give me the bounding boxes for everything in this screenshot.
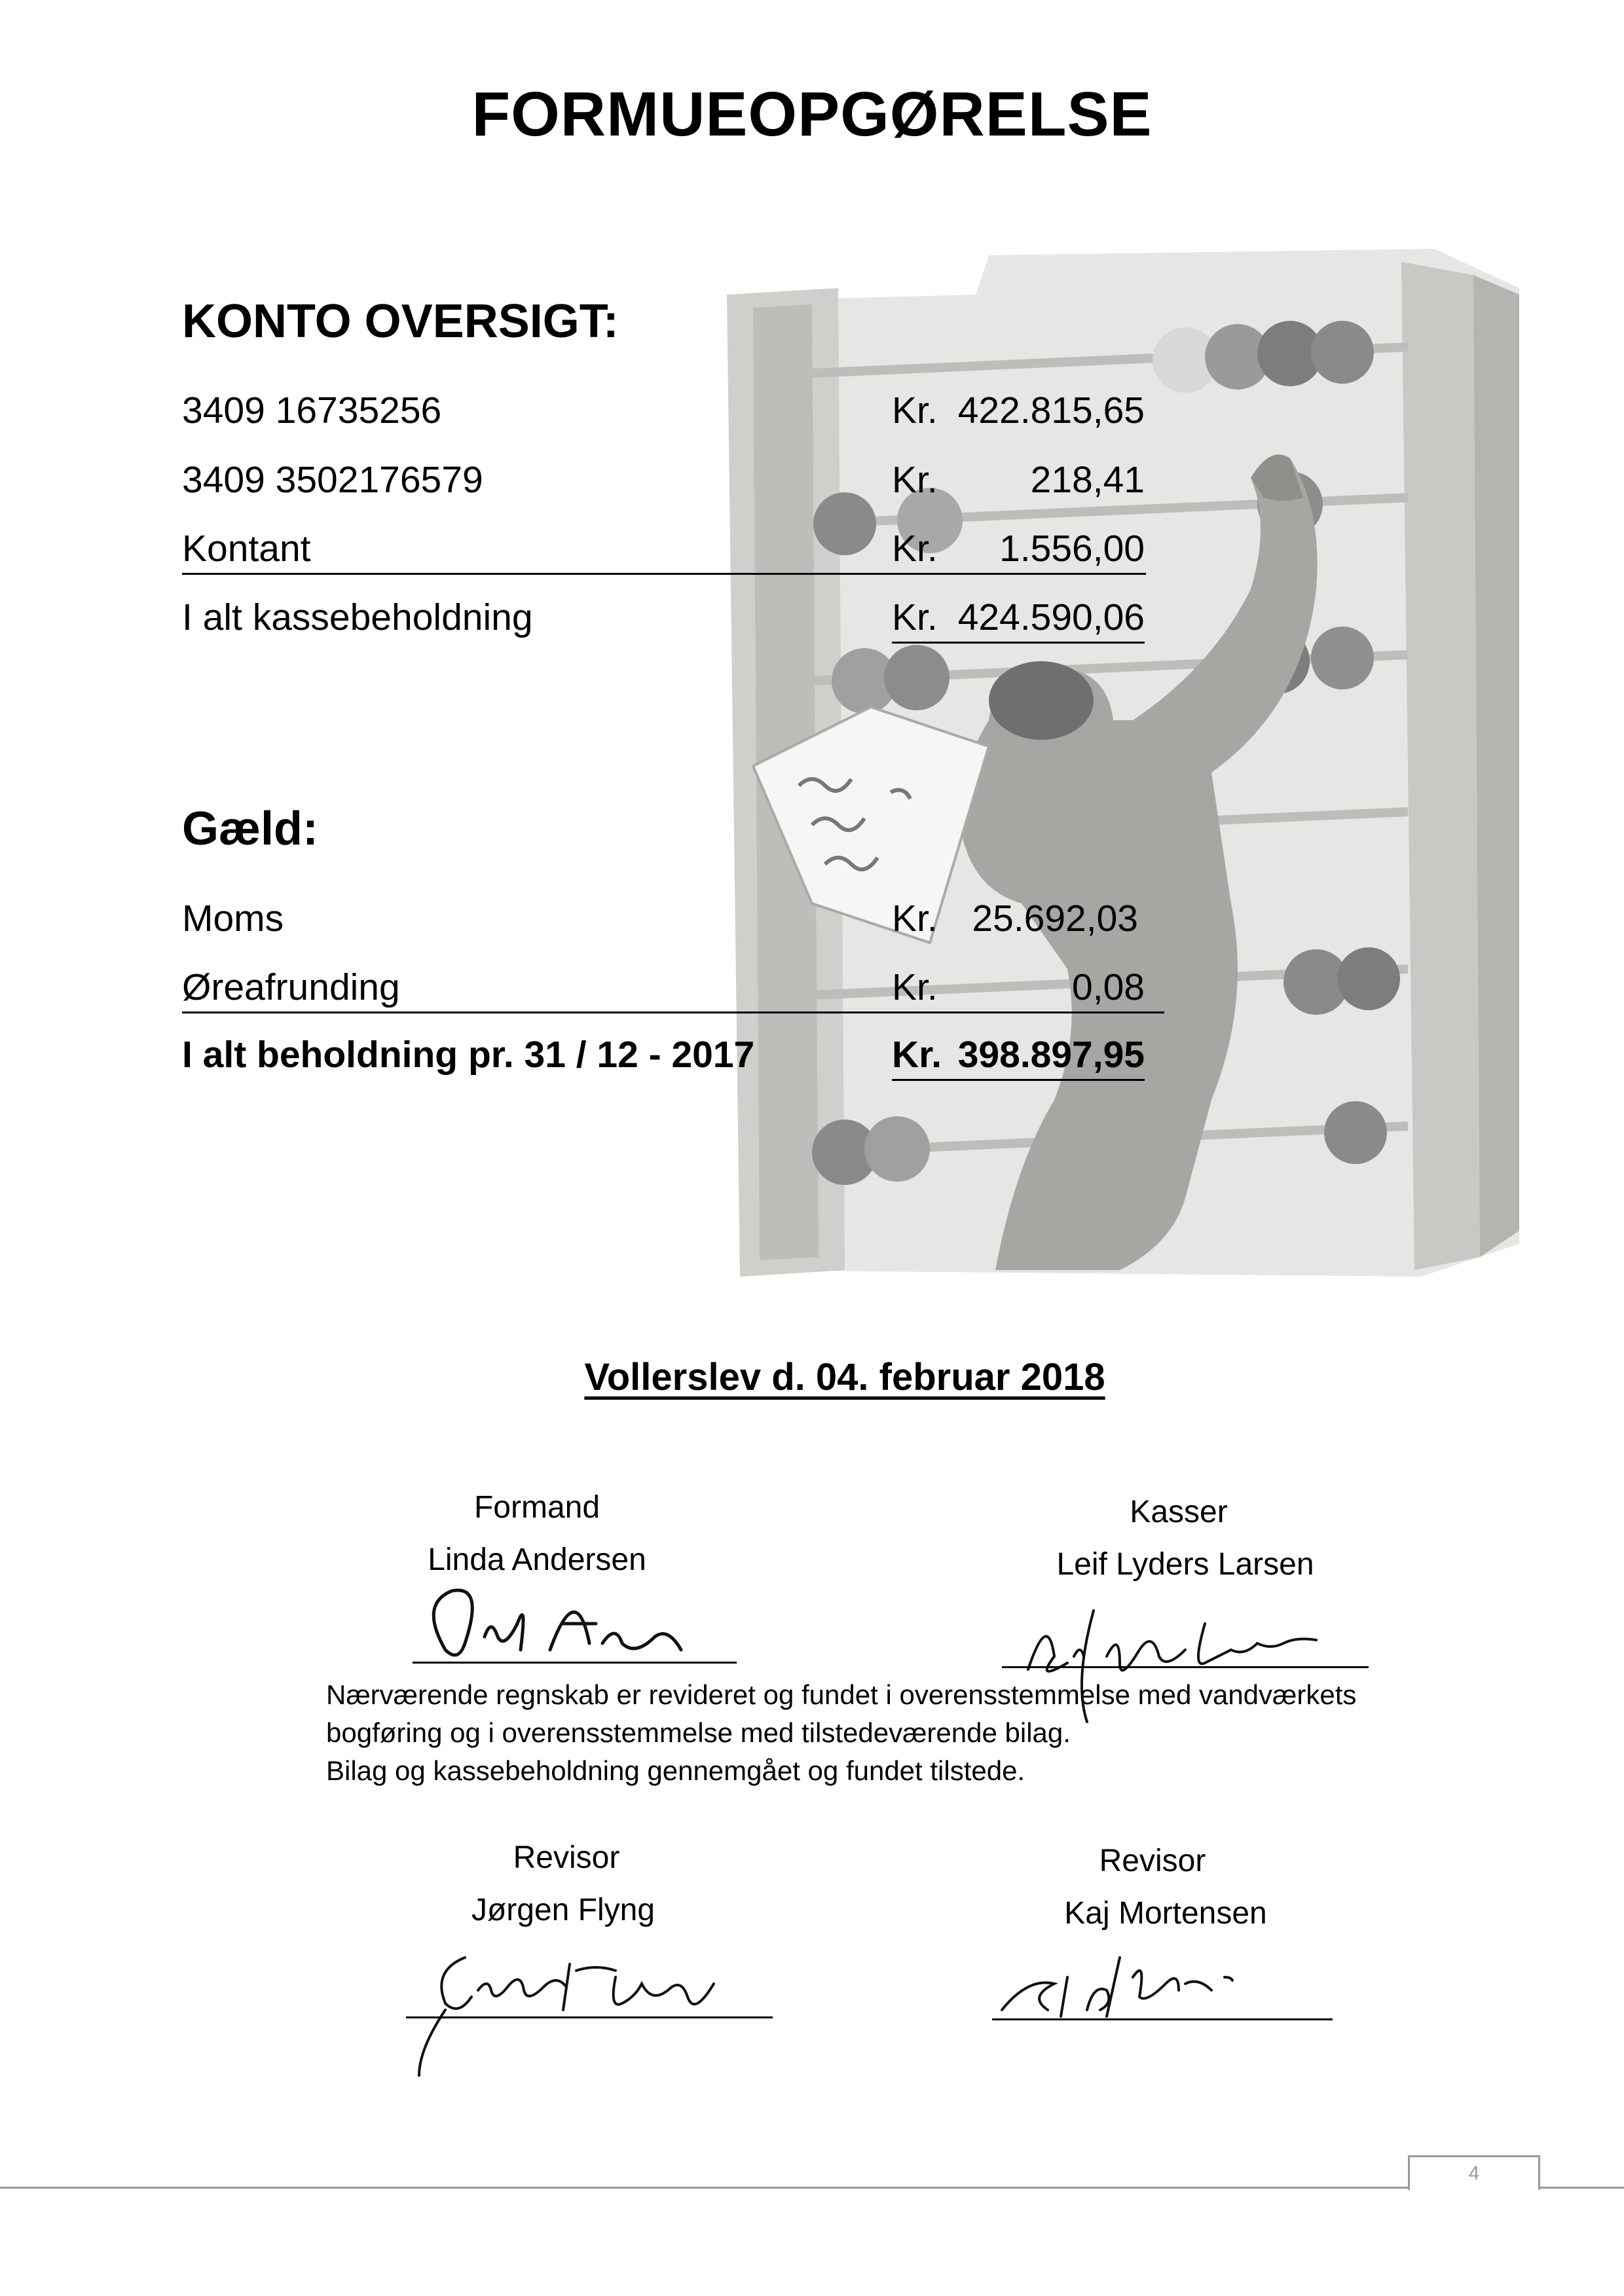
- row-label: I alt kassebeholdning: [182, 596, 533, 638]
- row-amount: 218,41: [1030, 459, 1145, 501]
- account-row: [182, 527, 1164, 586]
- row-amount: 0,08: [1072, 966, 1145, 1008]
- statement-line: Nærværende regnskab er revideret og fundet i overensstemmelse med vandværkets: [326, 1679, 1357, 1710]
- currency-label: Kr.: [892, 1034, 942, 1076]
- signature-name-formand: Linda Andersen: [428, 1542, 646, 1577]
- statement-line: Bilag og kassebeholdning gennemgået og fundet tilstede.: [326, 1755, 1025, 1786]
- subtotal-rule: [182, 573, 1146, 575]
- total-underline: [892, 1079, 1145, 1081]
- page-title: FORMUEOPGØRELSE: [471, 79, 1153, 149]
- row-label: Øreafrunding: [182, 966, 400, 1008]
- currency-label: Kr.: [892, 596, 938, 638]
- debt-row: [182, 897, 1164, 956]
- row-amount: 25.692,03: [972, 898, 1138, 939]
- currency-label: Kr.: [892, 528, 938, 570]
- audit-statement: [326, 1676, 1439, 1790]
- row-label: 3409 16735256: [182, 390, 442, 431]
- row-label: Kontant: [182, 528, 311, 570]
- signature-role-revisor-1: Revisor: [513, 1840, 620, 1875]
- debt-heading: Gæld:: [182, 803, 318, 855]
- row-label: I alt beholdning pr. 31 / 12 - 2017: [182, 1034, 755, 1076]
- signature-revisor-2-icon: [989, 1938, 1303, 2030]
- account-row: [182, 458, 1164, 517]
- signature-revisor-1-icon: [406, 1931, 799, 2088]
- accounts-heading: KONTO OVERSIGT:: [182, 295, 619, 348]
- currency-label: Kr.: [892, 390, 938, 431]
- signature-line: [413, 1662, 737, 1664]
- signature-role-revisor-2: Revisor: [1099, 1844, 1206, 1878]
- signature-role-formand: Formand: [473, 1490, 600, 1525]
- signature-name-revisor-1: Jørgen Flyng: [471, 1893, 655, 1927]
- signature-formand-icon: [406, 1565, 747, 1683]
- currency-label: Kr.: [892, 459, 938, 501]
- page-number: 4: [1408, 2155, 1540, 2190]
- statement-line: bogføring og i overensstemmelse med tilstedeværende bilag.: [326, 1717, 1071, 1748]
- signature-role-kasser: Kasser: [1130, 1495, 1228, 1529]
- account-row: [182, 389, 1164, 448]
- currency-label: Kr.: [892, 966, 938, 1008]
- currency-label: Kr.: [892, 898, 938, 939]
- row-label: Moms: [182, 898, 284, 939]
- row-label: 3409 3502176579: [182, 459, 483, 501]
- debt-row: [182, 966, 1164, 1025]
- subtotal-rule: [182, 1011, 1164, 1013]
- row-amount: 398.897,95: [957, 1034, 1145, 1076]
- signature-name-revisor-2: Kaj Mortensen: [1064, 1896, 1267, 1931]
- signature-name-kasser: Leif Lyders Larsen: [1056, 1547, 1314, 1582]
- total-underline: [892, 642, 1145, 644]
- signature-line: [1002, 1666, 1369, 1668]
- total-row: [182, 596, 1164, 655]
- place-date: Vollerslev d. 04. februar 2018: [584, 1356, 1105, 1398]
- row-amount: 1.556,00: [999, 528, 1145, 570]
- row-amount: 422.815,65: [957, 390, 1145, 431]
- footer-rule: [0, 2187, 1624, 2189]
- signature-line: [992, 2018, 1333, 2020]
- row-amount: 424.590,06: [957, 596, 1145, 638]
- grand-total-row: [182, 1033, 1164, 1092]
- signature-line: [406, 2016, 773, 2018]
